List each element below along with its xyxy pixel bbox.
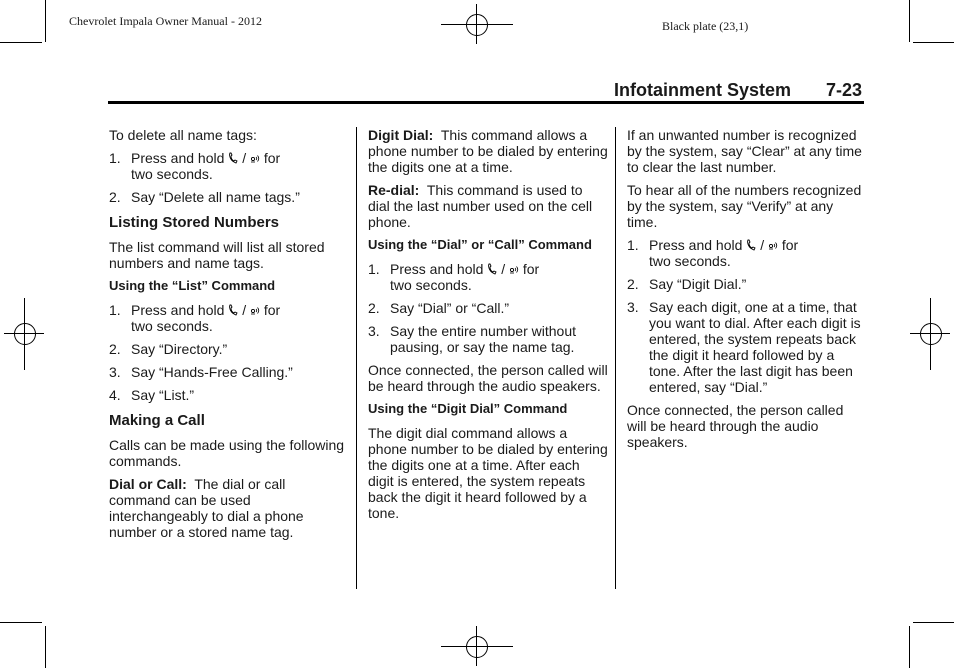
heading-listing-stored-numbers: Listing Stored Numbers [109,214,280,231]
digit-dial-paragraph: Digit Dial: This command allows a phone number to be dialed by entering the digits one at a time. [368,127,608,175]
list-item: 1. Press and hold / for two seconds. [368,261,540,293]
manual-title: Chevrolet Impala Owner Manual - 2012 [69,14,262,28]
list-item: 4. Say “List.” [109,387,195,403]
heading-making-a-call: Making a Call [109,412,205,429]
digit-dial-steps [627,237,863,395]
dial-or-call-paragraph: Dial or Call: The dial or call command can be used interchangeably to dial a phone number or a stored name tag. [109,476,304,540]
delete-steps [109,150,349,205]
list-steps [109,302,349,403]
digit-dial-body: The digit dial command allows a phone number to be dialed by entering the digits one at a time. After each digit is entered, the system repeats back the digit it heard followed by a tone. [368,425,608,521]
column-2 [368,127,608,528]
heading-using-list: Using the “List” Command [109,278,276,293]
list-item: 3. Say the entire number without pausing, or say the name tag. [368,323,576,355]
making-body: Calls can be made using the following commands. [109,437,345,469]
header-rule [108,101,864,104]
voice-command-icon [250,151,260,163]
column-1 [109,127,349,547]
unwanted-number-text: If an unwanted number is recognized by the system, say “Clear” at any time to clear the last number. [627,127,862,175]
listing-body: The list command will list all stored numbers and name tags. [109,239,325,271]
voice-command-icon [509,262,519,274]
column-divider-1 [356,127,357,589]
list-item: 2. Say “Dial” or “Call.” [368,300,510,316]
heading-using-digit-dial: Using the “Digit Dial” Command [368,401,568,416]
list-item: 1. Press and hold / for two seconds. [627,237,799,269]
heading-using-dial-call: Using the “Dial” or “Call” Command [368,237,592,252]
list-item: 2. Say “Directory.” [109,341,228,357]
column-3 [627,127,863,457]
list-item: 1. Press and hold / for two seconds. [109,150,281,182]
page-number: 7-23 [826,80,863,100]
list-item: 2. Say “Digit Dial.” [627,276,747,292]
list-item: 3. Say “Hands-Free Calling.” [109,364,293,380]
verify-text: To hear all of the numbers recognized by the system, say “Verify” at any time. [627,182,862,230]
plate-label: Black plate (23,1) [662,19,749,33]
phone-handset-icon [746,238,756,250]
phone-handset-icon [487,262,497,274]
connected-text: Once connected, the person called will be heard through the audio speakers. [368,362,608,394]
list-item: 2. Say “Delete all name tags.” [109,189,300,205]
intro-text: To delete all name tags: [109,127,257,143]
list-item: 1. Press and hold / for two seconds. [109,302,281,334]
voice-command-icon [768,238,778,250]
voice-command-icon [250,303,260,315]
redial-paragraph: Re-dial: This command is used to dial the last number used on the cell phone. [368,182,593,230]
connected-text: Once connected, the person called will be heard through the audio speakers. [627,402,844,450]
dial-steps [368,261,608,355]
phone-handset-icon [228,303,238,315]
section-title: Infotainment System [614,80,792,100]
list-item: 3. Say each digit, one at a time, that you want to dial. After each digit is entered, the system repeats back the digit it heard followed by a tone. After the last digit has been entered, say “Dial.” [627,299,861,395]
phone-handset-icon [228,151,238,163]
column-divider-2 [615,127,616,589]
